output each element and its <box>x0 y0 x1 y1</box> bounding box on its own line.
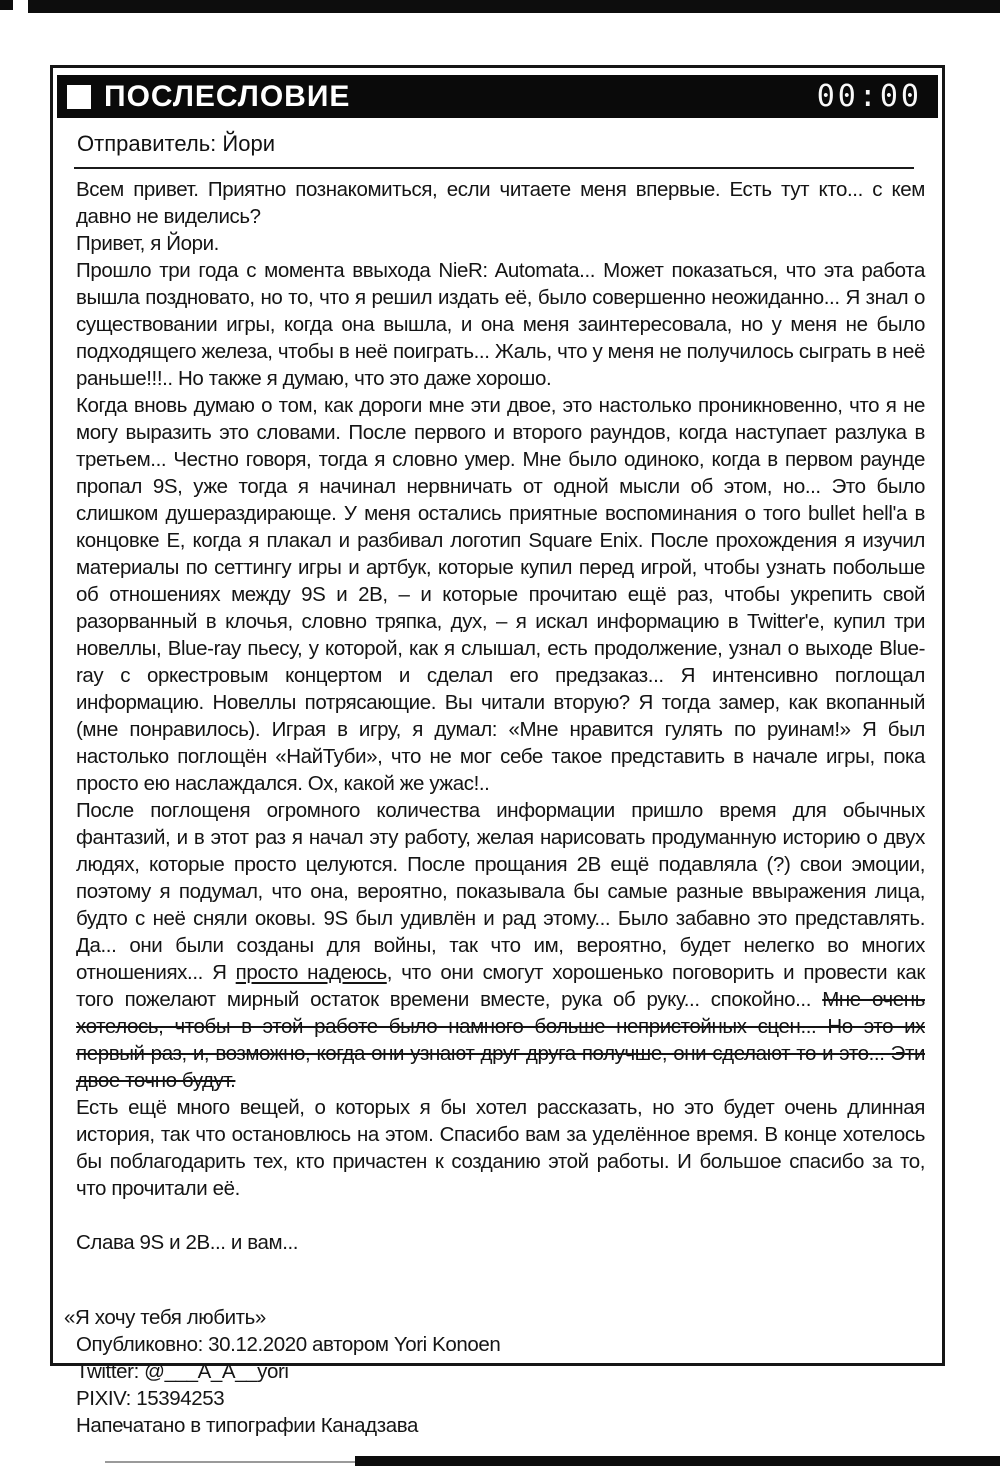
struck-text: Мне очень хотелось, чтобы в этой работе было намного больше непристойных сцен... Но это их первый раз, и, возможно, когда они узнают друг друга получше, они сделают то и это... Эти двое точно будут. <box>76 988 925 1092</box>
body-text: Когда вновь думаю о том, как дороги мне эти двое, это настолько проникновенно, что я не могу выразить это словами. После первого и второго раундов, когда наступает разлука в третьем... Честно говоря, тогда я словно умер. Мне было одиноко, когда в первом раунде пропал 9S, уже тогда я начинал нервничать от одной мысли об этом, но... Это было слишком душераздирающе. У меня остались приятные воспоминания о того bullet hell'а в концовке E, когда я плакал и разбивал логотип Square Enix. После прохождения я изучил материалы по сеттингу игры и артбук, которые купил перед игрой, чтобы узнать побольше об отношениях между 9S и 2B, – и которые прочитаю ещё раз, чтобы укрепить свой разорванный в клочья, словно тряпка, дух, – я искал информацию в Twitter'е, купил три новеллы, Blue-ray пьесу, у которой, как я слышал, есть продолжение, узнал о выходе Blue-ray с оркестровым концертом и сделал его предзаказ... Я интенсивно поглощал информацию. Новеллы потрясающие. Вы читали вторую? Я тогда замер, как вкопанный (мне понравилось). Играя в игру, я думал: «Мне нравится гулять по руинам!» Я был настолько поглощён «НайТуби», что не мог себе такое представить в начале игры, пока просто ею наслаждался. Ох, какой же ужас!.. <box>76 394 925 795</box>
paragraph <box>76 230 925 257</box>
credit-printed: Напечатано в типографии Канадзава <box>76 1414 418 1437</box>
scan-artifact-bottom-bar <box>355 1456 1000 1466</box>
paragraph <box>76 1094 925 1202</box>
scan-artifact-top-corner <box>0 0 13 10</box>
body-text: После поглощеня огромного количества информации пришло время для обычных фантазий, и в этот раз я начал эту работу, желая нарисовать продуманную историю о двух людях, которые просто целуются. После прощания 2B ещё подавляла (?) свои эмоции, поэтому я подумал, что она, вероятно, показывала бы самые разные ввыражения лица, будто с неё сняли оковы. 9S был удивлён и рад этому... Было забавно это представлять. Да... они были созданы для войны, так что им, вероятно, будет нелегко во многих отношениях... Я <box>76 799 925 984</box>
scan-artifact-bottom-line <box>105 1461 355 1463</box>
underlined-text: просто надеюсь <box>235 961 387 984</box>
body-text: Всем привет. Приятно познакомиться, если читаете меня впервые. Есть тут кто... с кем давно не виделись? <box>76 178 925 228</box>
sender-line: Отправитель: Йори <box>77 131 275 156</box>
subject-square-icon <box>67 85 91 109</box>
page-title: ПОСЛЕСЛОВИЕ <box>104 79 351 113</box>
header-divider <box>74 167 914 169</box>
mail-body-text <box>76 176 925 1202</box>
work-title: «Я хочу тебя любить» <box>64 1306 266 1329</box>
credit-published: Опубликовно: 30.12.2020 автором Yori Konoen <box>76 1333 501 1356</box>
paragraph <box>76 176 925 230</box>
timer-display: 00:00 <box>816 79 922 114</box>
body-text: Есть ещё много вещей, о которых я бы хотел рассказать, но это будет очень длинная история, так что остановлюсь на этом. Спасибо вам за уделённое время. В конце хотелось бы поблагодарить тех, кто причастен к созданию этой работы. И большое спасибо за то, что прочитали её. <box>76 1096 925 1200</box>
body-text: , что они смогут хорошенько поговорить и провести как того пожелают мирный остаток времени вместе, рука об руку... спокойно... <box>76 961 925 1011</box>
credit-twitter: Twitter: @___A_A__yori <box>76 1360 289 1383</box>
paragraph <box>76 797 925 1094</box>
paragraph <box>76 257 925 392</box>
mail-window <box>50 65 945 1437</box>
closing-line: Слава 9S и 2B... и вам... <box>76 1231 299 1254</box>
mail-header-bar <box>57 75 938 118</box>
credits-block <box>64 1304 925 1439</box>
body-text: Прошло три года с момента ввыхода NieR: Automata... Может показаться, что эта работа вышла поздновато, но то, что я решил издать её, было совершенно неожиданно... Я знал о существовании игры, когда она вышла, и она меня заинтересовала, но у меня не было подходящего железа, чтобы в неё поиграть... Жаль, что у меня не получилось сыграть в неё раньше!!!.. Но также я думаю, что это даже хорошо. <box>76 259 925 390</box>
paragraph <box>76 392 925 797</box>
scan-artifact-top-bar <box>28 0 1000 13</box>
credit-pixiv: PIXIV: 15394253 <box>76 1387 225 1410</box>
body-text: Привет, я Йори. <box>76 232 219 255</box>
